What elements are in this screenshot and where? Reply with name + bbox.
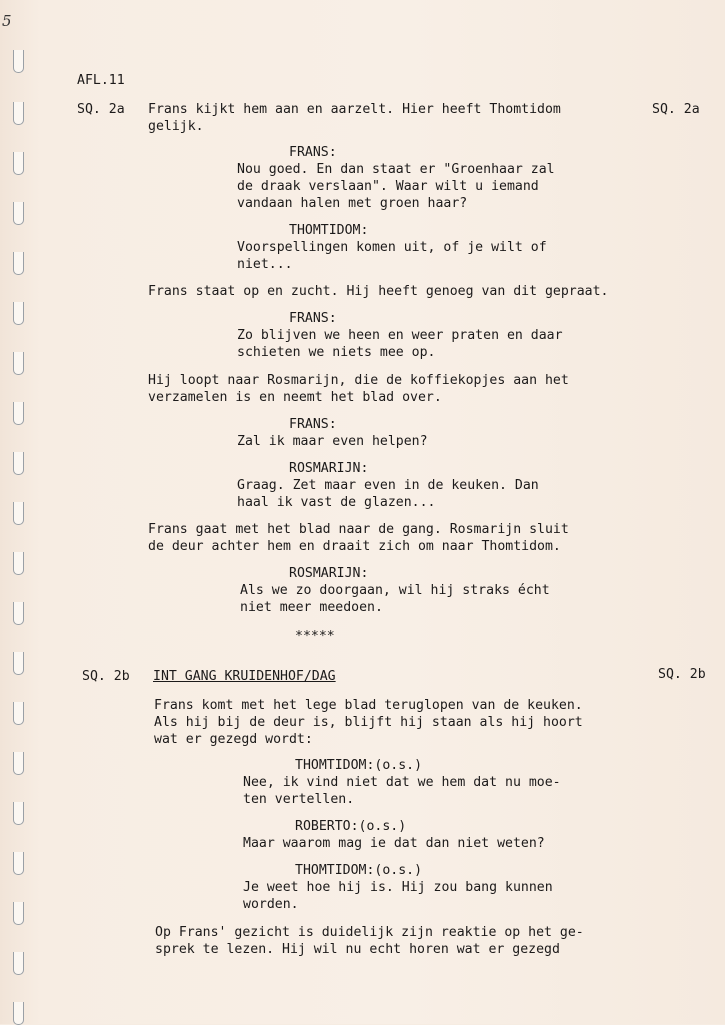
speaker-name: FRANS: bbox=[289, 145, 337, 160]
binder-hole bbox=[13, 302, 24, 325]
dialogue-line: haal ik vast de glazen... bbox=[237, 495, 436, 510]
binder-hole bbox=[13, 252, 24, 275]
dialogue-line: worden. bbox=[243, 897, 299, 912]
dialogue-line: Nou goed. En dan staat er "Groenhaar zal bbox=[237, 162, 555, 177]
scene-label-right: SQ. 2a bbox=[652, 102, 700, 117]
binder-hole bbox=[13, 50, 24, 73]
action-line: Frans staat op en zucht. Hij heeft genoeg van dit gepraat. bbox=[148, 284, 609, 299]
action-line: wat er gezegd wordt: bbox=[154, 732, 313, 747]
speaker-name: ROSMARIJN: bbox=[289, 461, 369, 476]
binder-hole bbox=[13, 702, 24, 725]
episode-label: AFL.11 bbox=[77, 73, 125, 88]
dialogue-line: Als we zo doorgaan, wil hij straks écht bbox=[240, 583, 550, 598]
binder-hole bbox=[13, 952, 24, 975]
binder-hole bbox=[13, 652, 24, 675]
binder-hole bbox=[13, 452, 24, 475]
action-line: Frans gaat met het blad naar de gang. Rosmarijn sluit bbox=[148, 522, 569, 537]
binder-hole bbox=[13, 802, 24, 825]
scene-separator: ***** bbox=[295, 629, 335, 644]
dialogue-line: Graag. Zet maar even in de keuken. Dan bbox=[237, 478, 539, 493]
scene-label-right: SQ. 2b bbox=[658, 667, 706, 682]
scene-heading: INT GANG KRUIDENHOF/DAG bbox=[153, 669, 336, 684]
page-number: 5 bbox=[2, 12, 12, 30]
dialogue-line: niet meer meedoen. bbox=[240, 600, 383, 615]
scene-label-left: SQ. 2a bbox=[77, 102, 125, 117]
binder-hole bbox=[13, 602, 24, 625]
dialogue-line: ten vertellen. bbox=[243, 792, 355, 807]
dialogue-line: Nee, ik vind niet dat we hem dat nu moe- bbox=[243, 775, 561, 790]
dialogue-line: vandaan halen met groen haar? bbox=[237, 196, 468, 211]
binder-hole bbox=[13, 102, 24, 125]
speaker-name: ROBERTO:(o.s.) bbox=[295, 819, 407, 834]
speaker-name: FRANS: bbox=[289, 417, 337, 432]
binder-hole bbox=[13, 502, 24, 525]
action-line: Frans komt met het lege blad teruglopen van de keuken. bbox=[154, 698, 583, 713]
binder-hole bbox=[13, 902, 24, 925]
dialogue-line: Zo blijven we heen en weer praten en daar bbox=[237, 328, 563, 343]
action-line: Hij loopt naar Rosmarijn, die de koffiekopjes aan het bbox=[148, 373, 569, 388]
action-line: sprek te lezen. Hij wil nu echt horen wat er gezegd bbox=[155, 942, 560, 957]
speaker-name: THOMTIDOM: bbox=[289, 223, 369, 238]
binder-hole bbox=[13, 552, 24, 575]
dialogue-line: Voorspellingen komen uit, of je wilt of bbox=[237, 240, 547, 255]
binder-hole bbox=[13, 152, 24, 175]
dialogue-line: schieten we niets mee op. bbox=[237, 345, 436, 360]
action-line: Op Frans' gezicht is duidelijk zijn reaktie op het ge- bbox=[155, 925, 584, 940]
speaker-name: THOMTIDOM:(o.s.) bbox=[295, 863, 423, 878]
action-line: gelijk. bbox=[148, 119, 204, 134]
binder-hole bbox=[13, 202, 24, 225]
action-line: Als hij bij de deur is, blijft hij staan als hij hoort bbox=[154, 715, 583, 730]
scene-label-left: SQ. 2b bbox=[82, 669, 130, 684]
binder-hole bbox=[13, 402, 24, 425]
binder-hole bbox=[13, 852, 24, 875]
dialogue-line: niet... bbox=[237, 257, 293, 272]
binder-hole bbox=[13, 352, 24, 375]
dialogue-line: Je weet hoe hij is. Hij zou bang kunnen bbox=[243, 880, 553, 895]
dialogue-line: Maar waarom mag ie dat dan niet weten? bbox=[243, 836, 545, 851]
action-line: verzamelen is en neemt het blad over. bbox=[148, 390, 442, 405]
binder-hole bbox=[13, 1002, 24, 1025]
action-line: Frans kijkt hem aan en aarzelt. Hier heeft Thomtidom bbox=[148, 102, 561, 117]
dialogue-line: Zal ik maar even helpen? bbox=[237, 434, 428, 449]
dialogue-line: de draak verslaan". Waar wilt u iemand bbox=[237, 179, 539, 194]
speaker-name: THOMTIDOM:(o.s.) bbox=[295, 758, 423, 773]
binder-hole bbox=[13, 752, 24, 775]
speaker-name: ROSMARIJN: bbox=[289, 566, 369, 581]
speaker-name: FRANS: bbox=[289, 311, 337, 326]
action-line: de deur achter hem en draait zich om naar Thomtidom. bbox=[148, 539, 561, 554]
